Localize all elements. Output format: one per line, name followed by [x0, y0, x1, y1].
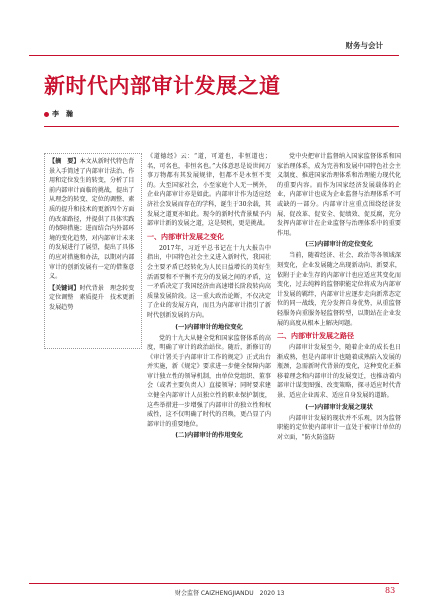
keywords-label: 【关键词】 — [49, 284, 80, 292]
abstract-body — [49, 157, 137, 282]
header-rule — [29, 55, 399, 56]
section-heading-paths: 二、内部审计发展之路径 — [277, 332, 354, 341]
author-rule — [44, 126, 399, 127]
col2-para-3: 党的十九大从健全党和国家监督体系的高度，明确了审计的政治站位。随后，新修订的《审计署关于内部审计工作的规定》正式出台并实施，新《规定》要求进一步健全保障内部审计独立性的领导机制，由单位党组织、董事会（或者主要负责人）直接领导；同时要求建立健全内部审计人员独立性的职业保护制度，这些举措进一步增强了内部审计的独立性和权威性，这不仅明确了时代的召唤，更凸显了内部审计的重要地位。 — [147, 334, 271, 428]
keywords — [49, 284, 141, 313]
article-title: 新时代内部审计发展之道 — [44, 74, 281, 98]
page-header — [0, 40, 427, 54]
column-3 — [277, 152, 401, 582]
col3-para-4: 内部审计发展的现状并不乐观，因为监督职能的定位使内部审计一直处于被审计单位的对立面，“防火防盗防 — [277, 414, 401, 441]
column-2 — [147, 152, 271, 582]
page-number: 83 — [385, 586, 396, 595]
keywords-text: 时代背景 理念转变 定位调整 素质提升 技术更新 发展趋势 — [49, 284, 141, 311]
col3-para-2: 当前，随着经济、社会、政治等各领域深刻变化，企业发展随之出现新动向、新要求，依附于企业生存的内部审计也应适应其变化而变化，过去纯粹的监督职能定位将成为内部审计发展的羁绊，内部审计应逐步走向新常态定位的同一战线，充分发挥自身优势，从重监督轻服务向重服务轻监督转型，以期站在企业发展的高度从根本上解决问题。 — [277, 252, 401, 327]
col2-para-1: 《道德经》云：“道，可道也，非恒道也；名，可名也，非恒名也。”大体意思是说世间万事万物都有其发展规律，但都不是永恒不变的。大至国家社会，小至家庭个人无一例外，企业内部审计亦是如此。内部审计作为适应经济社会发展而存在的学科，诞生于30余载，其发展之道更亦如此。现今的新时代背景赋予内部审计新的发展之道，这是契机，更是挑战。 — [147, 153, 271, 228]
section-label: 财务与会计 — [345, 41, 383, 50]
footer-journal: 财会监督 CAIZHENGJIANDU 2020 13 — [175, 590, 285, 597]
abstract-label: 【摘 要】 — [49, 158, 80, 165]
col3-para-1: 党中央把审计监督纳入国家监督体系和国家治理体系，成为完善和发展中国特色社会主义制度、推进国家治理体系和治理能力现代化的重要内容。而作为国家经济发展载体的企业，内部审计也成为企业监督与治理体系不可或缺的一部分。内部审计应重点围绕经济发展、促改革、促安全、促绩效、促反腐，充分发挥内部审计在企业监督与治理体系中的重要作用。 — [277, 153, 401, 237]
footer-rule — [29, 583, 399, 584]
section-heading-changes: 一、内部审计发展之变化 — [147, 232, 224, 241]
author-line — [44, 110, 399, 120]
subheading-position-change: (三)内部审计的定位变化 — [305, 241, 373, 249]
col3-para-3: 内部审计发展至今，随着企业的成长也日渐成熟，但是内部审计也随着成熟陷入发展的瓶颈，急需新时代背景的变化，这种变化正推移着理念和内部审计的发展变迁，也推动着内部审计谋变图强、改变策略，探寻适应时代背景、适应企业需求、适应自身发展的道路。 — [277, 344, 401, 400]
subheading-role-change: (二)内部审计的作用变化 — [175, 432, 243, 440]
abstract-box — [44, 153, 142, 349]
abstract-text: 本文从新时代特色背景入手简述了内部审计法治、作用和定位发生的转变，分析了目前内部审计面临的挑战，提出了从理念的转变、定位的调整、素质的提升和技术的更新四个方面的改革路径，并提供了具体实践的保障措施；进而结合内外部环境的变化趋势，对内部审计未来的发展进行了展望，提出了具体的应对措施和办法，以期对内部审计的创新发展有一定的借鉴意义。 — [49, 158, 135, 281]
author-name: 李 瀚 — [52, 110, 73, 118]
subheading-status-change: (一)内部审计的地位变化 — [175, 323, 243, 331]
subheading-current-status: (一)内部审计发展之现状 — [305, 403, 373, 411]
author-marker — [44, 112, 49, 117]
col2-para-2: 2017年，习近平总书记在十九大报告中指出，中国特色社会主义进入新时代，我国社会主要矛盾已经转化为人民日益增长的美好生活需要和不平衡不充分的发展之间的矛盾，这一矛盾决定了我国经济由高速增长阶段转向高质量发展阶段。这一重大政治论断，不仅决定了企业的发展方向，而且为内部审计指引了新时代创新发展的方向。 — [147, 244, 271, 319]
